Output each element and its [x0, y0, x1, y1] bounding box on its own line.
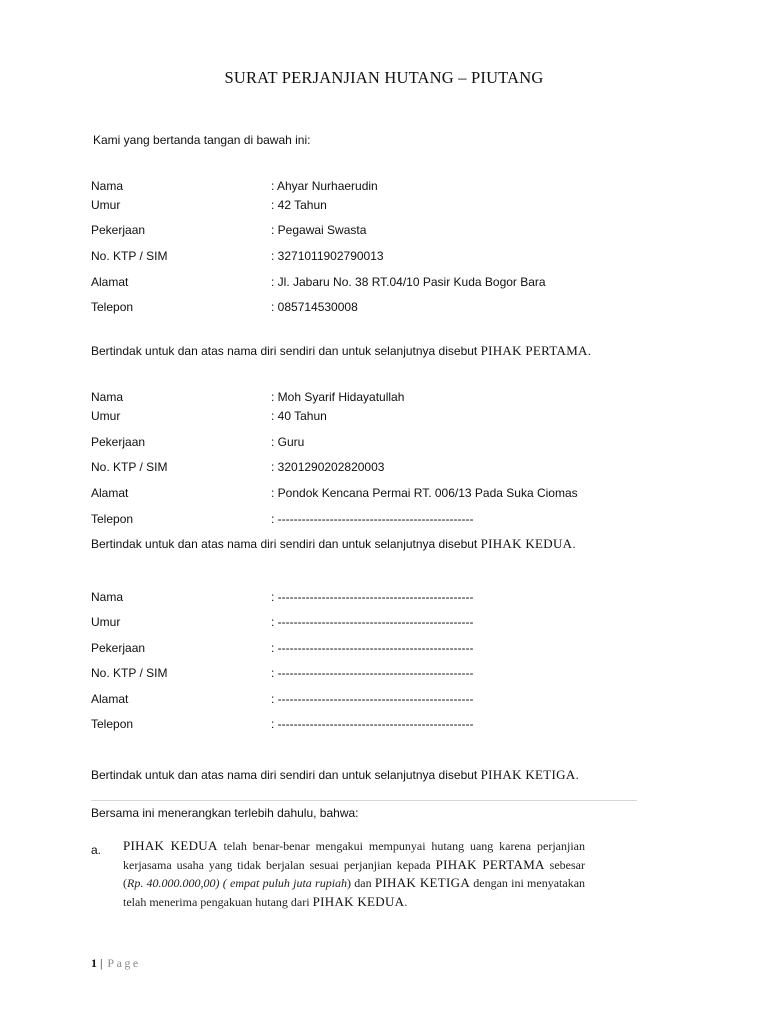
party3-statement	[91, 768, 579, 782]
page-separator: |	[97, 956, 106, 970]
party3-address-label: Alamat	[91, 692, 129, 706]
item-a-party-kedua-2: PIHAK KEDUA	[312, 893, 405, 909]
party3-designation: PIHAK KETIGA	[480, 767, 576, 782]
party3-job-value: : -------------------------------------------------	[271, 641, 474, 655]
document-title: SURAT PERJANJIAN HUTANG – PIUTANG	[224, 68, 544, 87]
item-a-amount: Rp. 40.000.000,00) ( empat puluh juta rupiah	[127, 876, 348, 890]
party3-id-label: No. KTP / SIM	[91, 666, 168, 680]
party3-age-label: Umur	[91, 615, 121, 629]
party1-statement-end: .	[587, 344, 592, 358]
party2-name-value: : Moh Syarif Hidayatullah	[271, 390, 405, 404]
party2-job-label: Pekerjaan	[91, 435, 146, 449]
party3-phone-value: : -------------------------------------------------	[271, 717, 474, 731]
item-a-party-pertama: PIHAK PERTAMA	[435, 856, 545, 872]
party3-statement-end: .	[575, 768, 579, 782]
party1-statement	[91, 344, 591, 358]
party1-age-value: : 42 Tahun	[271, 198, 327, 212]
party2-address-label: Alamat	[91, 486, 129, 500]
party2-statement	[91, 537, 576, 551]
party3-phone-label: Telepon	[91, 717, 134, 731]
party3-id-value: : -------------------------------------------------	[271, 666, 474, 680]
party2-statement-text: Bertindak untuk dan atas nama diri sendiri dan untuk selanjutnya disebut	[91, 537, 481, 551]
party2-address-value: : Pondok Kencana Permai RT. 006/13 Pada Suka Ciomas	[271, 486, 578, 500]
party2-phone-label: Telepon	[91, 512, 134, 526]
party1-address-value: : Jl. Jabaru No. 38 RT.04/10 Pasir Kuda Bogor Bara	[271, 275, 546, 289]
intro-text: Kami yang bertanda tangan di bawah ini:	[93, 133, 311, 147]
party1-address-label: Alamat	[91, 275, 129, 289]
party3-address-value: : -------------------------------------------------	[271, 692, 474, 706]
party1-phone-label: Telepon	[91, 300, 134, 314]
party1-job-value: : Pegawai Swasta	[271, 223, 367, 237]
item-a-party-ketiga: PIHAK KETIGA	[374, 875, 471, 890]
page-footer	[91, 956, 141, 971]
party1-statement-text: Bertindak untuk dan atas nama diri sendiri dan untuk selanjutnya disebut	[91, 344, 481, 358]
party2-job-value: : Guru	[271, 435, 305, 449]
item-a-text-4: dengan ini menyatakan telah menerima pengakuan hutang dari	[123, 876, 586, 909]
party3-name-value: : -------------------------------------------------	[271, 590, 474, 604]
party2-age-label: Umur	[91, 409, 121, 423]
party1-name-value: : Ahyar Nurhaerudin	[271, 179, 378, 193]
party1-id-value: : 3271011902790013	[271, 249, 384, 263]
party1-designation: PIHAK PERTAMA	[480, 343, 588, 358]
party2-phone-value: : -------------------------------------------------	[271, 512, 474, 526]
item-a-party-kedua: PIHAK KEDUA	[123, 838, 218, 853]
party2-designation: PIHAK KEDUA	[480, 536, 573, 551]
preamble-text: Bersama ini menerangkan terlebih dahulu, bahwa:	[91, 806, 359, 820]
party2-age-value: : 40 Tahun	[271, 409, 327, 423]
page-word: Page	[107, 956, 141, 970]
party3-statement-text: Bertindak untuk dan atas nama diri sendiri dan untuk selanjutnya disebut	[91, 768, 481, 782]
section-divider	[91, 800, 637, 801]
party2-name-label: Nama	[91, 390, 124, 404]
item-a-paragraph	[123, 837, 585, 911]
party1-age-label: Umur	[91, 198, 121, 212]
party1-id-label: No. KTP / SIM	[91, 249, 168, 263]
party2-statement-end: .	[572, 537, 576, 551]
item-a-text-1: telah benar-benar mengakui mempunyai hutang uang karena perjanjian kerjasama usaha yang tidak berjalan sesuai perjanjian kepada	[123, 839, 585, 872]
party1-phone-value: : 085714530008	[271, 300, 358, 314]
item-a-text-3: ) dan	[347, 876, 375, 890]
party3-name-label: Nama	[91, 590, 124, 604]
party2-id-value: : 3201290202820003	[271, 460, 385, 474]
party3-job-label: Pekerjaan	[91, 641, 146, 655]
party1-job-label: Pekerjaan	[91, 223, 146, 237]
party1-name-label: Nama	[91, 179, 124, 193]
item-a-text-2: sebesar (	[123, 857, 585, 890]
item-a-marker: a.	[91, 843, 102, 857]
party2-id-label: No. KTP / SIM	[91, 460, 168, 474]
party3-age-value: : -------------------------------------------------	[271, 615, 474, 629]
page-number: 1	[91, 956, 97, 970]
item-a-text-5: .	[404, 894, 408, 909]
